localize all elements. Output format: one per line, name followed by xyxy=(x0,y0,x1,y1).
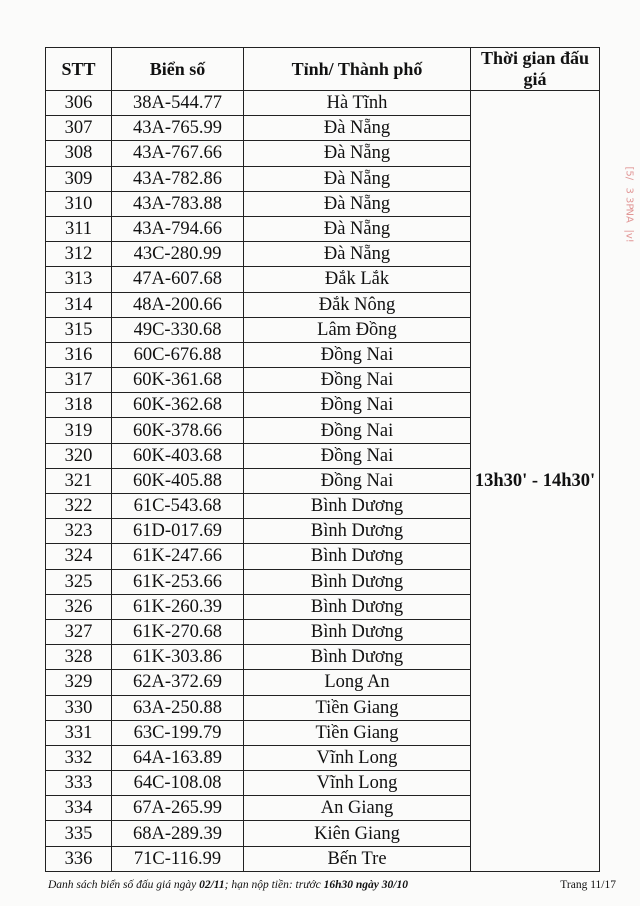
cell-province: Vĩnh Long xyxy=(244,771,471,796)
cell-stt: 317 xyxy=(46,368,112,393)
cell-plate: 43A-794.66 xyxy=(112,216,244,241)
cell-plate: 60K-378.66 xyxy=(112,418,244,443)
cell-province: Vĩnh Long xyxy=(244,745,471,770)
cell-plate: 60C-676.88 xyxy=(112,342,244,367)
cell-province: Đồng Nai xyxy=(244,342,471,367)
cell-stt: 334 xyxy=(46,796,112,821)
cell-province: Đồng Nai xyxy=(244,418,471,443)
cell-stt: 328 xyxy=(46,645,112,670)
cell-province: Đà Nẵng xyxy=(244,141,471,166)
cell-province: Đồng Nai xyxy=(244,468,471,493)
cell-stt: 318 xyxy=(46,393,112,418)
cell-plate: 60K-403.68 xyxy=(112,443,244,468)
cell-stt: 336 xyxy=(46,846,112,871)
cell-stt: 310 xyxy=(46,191,112,216)
cell-province: Bình Dương xyxy=(244,519,471,544)
cell-plate: 64C-108.08 xyxy=(112,771,244,796)
cell-province: Bình Dương xyxy=(244,544,471,569)
footer-deadline: 16h30 ngày 30/10 xyxy=(323,879,408,891)
cell-province: Đà Nẵng xyxy=(244,216,471,241)
header-stt: STT xyxy=(46,48,112,91)
cell-province: Kiên Giang xyxy=(244,821,471,846)
cell-plate: 43A-767.66 xyxy=(112,141,244,166)
cell-stt: 332 xyxy=(46,745,112,770)
cell-province: Bến Tre xyxy=(244,846,471,871)
cell-stt: 323 xyxy=(46,519,112,544)
table-header-row xyxy=(46,48,600,91)
cell-stt: 326 xyxy=(46,594,112,619)
cell-stt: 321 xyxy=(46,468,112,493)
cell-plate: 61K-247.66 xyxy=(112,544,244,569)
cell-plate: 43A-782.86 xyxy=(112,166,244,191)
cell-province: Đà Nẵng xyxy=(244,166,471,191)
cell-stt: 309 xyxy=(46,166,112,191)
cell-province: Long An xyxy=(244,670,471,695)
cell-plate: 64A-163.89 xyxy=(112,745,244,770)
cell-plate: 43A-765.99 xyxy=(112,116,244,141)
cell-province: Đà Nẵng xyxy=(244,242,471,267)
cell-stt: 330 xyxy=(46,695,112,720)
cell-province: Đồng Nai xyxy=(244,443,471,468)
cell-province: Bình Dương xyxy=(244,569,471,594)
cell-stt: 331 xyxy=(46,720,112,745)
footer-note: Danh sách biển số đấu giá ngày 02/11; hạn nộp tiền: trước 16h30 ngày 30/10 xyxy=(48,879,408,891)
cell-province: Đà Nẵng xyxy=(244,191,471,216)
cell-plate: 61K-270.68 xyxy=(112,619,244,644)
cell-plate: 61C-543.68 xyxy=(112,494,244,519)
cell-auction-time: 13h30' - 14h30' xyxy=(471,91,600,872)
cell-plate: 48A-200.66 xyxy=(112,292,244,317)
cell-plate: 63C-199.79 xyxy=(112,720,244,745)
cell-plate: 60K-405.88 xyxy=(112,468,244,493)
cell-plate: 62A-372.69 xyxy=(112,670,244,695)
cell-stt: 311 xyxy=(46,216,112,241)
cell-stt: 312 xyxy=(46,242,112,267)
cell-plate: 38A-544.77 xyxy=(112,91,244,116)
cell-province: Đồng Nai xyxy=(244,368,471,393)
cell-stt: 315 xyxy=(46,317,112,342)
cell-province: Tiền Giang xyxy=(244,720,471,745)
cell-plate: 47A-607.68 xyxy=(112,267,244,292)
page-footer xyxy=(48,879,616,891)
cell-stt: 322 xyxy=(46,494,112,519)
cell-province: Đồng Nai xyxy=(244,393,471,418)
table-body xyxy=(46,91,600,872)
table-row xyxy=(46,91,600,116)
margin-mark: [5/ xyxy=(623,166,635,181)
page-number: Trang 11/17 xyxy=(560,879,616,891)
cell-plate: 60K-361.68 xyxy=(112,368,244,393)
cell-plate: 49C-330.68 xyxy=(112,317,244,342)
cell-stt: 319 xyxy=(46,418,112,443)
header-province: Tỉnh/ Thành phố xyxy=(244,48,471,91)
cell-plate: 68A-289.39 xyxy=(112,821,244,846)
cell-plate: 43C-280.99 xyxy=(112,242,244,267)
cell-stt: 306 xyxy=(46,91,112,116)
margin-handwritten-marks xyxy=(618,166,640,302)
cell-stt: 307 xyxy=(46,116,112,141)
header-auction-time: Thời gian đấu giá xyxy=(471,48,600,91)
cell-plate: 61K-260.39 xyxy=(112,594,244,619)
header-plate: Biển số xyxy=(112,48,244,91)
cell-stt: 320 xyxy=(46,443,112,468)
margin-mark: 3 3P xyxy=(623,187,635,210)
cell-plate: 71C-116.99 xyxy=(112,846,244,871)
cell-province: Lâm Đồng xyxy=(244,317,471,342)
cell-stt: 329 xyxy=(46,670,112,695)
plate-auction-table xyxy=(45,47,600,872)
cell-province: Bình Dương xyxy=(244,619,471,644)
cell-province: Tiền Giang xyxy=(244,695,471,720)
cell-plate: 43A-783.88 xyxy=(112,191,244,216)
cell-plate: 61K-303.86 xyxy=(112,645,244,670)
cell-stt: 335 xyxy=(46,821,112,846)
cell-province: Đà Nẵng xyxy=(244,116,471,141)
cell-plate: 63A-250.88 xyxy=(112,695,244,720)
cell-province: An Giang xyxy=(244,796,471,821)
cell-stt: 333 xyxy=(46,771,112,796)
cell-plate: 60K-362.68 xyxy=(112,393,244,418)
cell-stt: 316 xyxy=(46,342,112,367)
margin-mark: |v! xyxy=(623,229,635,243)
cell-province: Bình Dương xyxy=(244,494,471,519)
cell-province: Bình Dương xyxy=(244,645,471,670)
cell-stt: 313 xyxy=(46,267,112,292)
cell-plate: 67A-265.99 xyxy=(112,796,244,821)
cell-plate: 61K-253.66 xyxy=(112,569,244,594)
cell-province: Hà Tĩnh xyxy=(244,91,471,116)
margin-mark: NA xyxy=(623,208,635,223)
cell-stt: 325 xyxy=(46,569,112,594)
cell-stt: 324 xyxy=(46,544,112,569)
cell-stt: 308 xyxy=(46,141,112,166)
cell-plate: 61D-017.69 xyxy=(112,519,244,544)
cell-stt: 314 xyxy=(46,292,112,317)
footer-date: 02/11 xyxy=(199,879,225,891)
cell-province: Bình Dương xyxy=(244,594,471,619)
cell-stt: 327 xyxy=(46,619,112,644)
cell-province: Đắk Nông xyxy=(244,292,471,317)
cell-province: Đắk Lắk xyxy=(244,267,471,292)
